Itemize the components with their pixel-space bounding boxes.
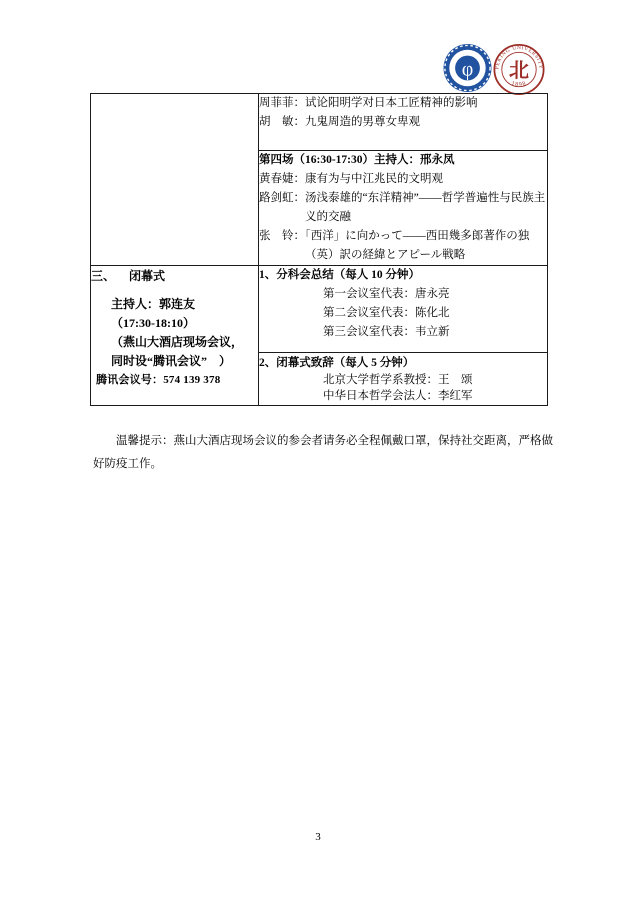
speech-speaker: 北京大学哲学系教授：王 颂 <box>323 373 473 386</box>
covid-reminder-note: 温馨提示：燕山大酒店现场会议的参会者请务必全程佩戴口罩，保持社交距离，严格做好防疫工作。 <box>93 435 553 470</box>
left-empty-cell <box>91 94 259 266</box>
philosophy-society-logo-icon <box>443 41 492 94</box>
talk-entry: 路剑虹：汤浅泰雄的“东洋精神”——哲学普遍性与民族主义的交融 <box>259 192 546 223</box>
seal-emblem: 北 <box>509 60 529 82</box>
closing-venue-line2: 同时设“腾讯会议” ） <box>111 354 232 368</box>
summary-rep: 第三会议室代表：韦立新 <box>323 326 450 338</box>
summary-rep: 第一会议室代表：唐永亮 <box>323 288 450 300</box>
speech-speaker: 中华日本哲学会法人：李红军 <box>323 390 473 402</box>
closing-section-title <box>91 267 258 286</box>
peking-university-seal-icon <box>493 41 545 98</box>
seal-year-text: 1898 <box>510 80 528 89</box>
page-number: 3 <box>315 831 321 843</box>
session4-header: 第四场（16:30-17:30）主持人：邢永凤 <box>259 154 455 166</box>
speech-header: 2、闭幕式致辞（每人 5 分钟） <box>259 357 415 369</box>
section-title-text: 闭幕式 <box>129 269 166 283</box>
closing-speech-cell <box>259 353 548 406</box>
header-logos <box>443 41 545 98</box>
talk-entry: 黄春婕：康有为与中江兆民的文明观 <box>259 173 443 185</box>
closing-summary-cell <box>259 266 548 353</box>
talk-entry: 胡 敏：九鬼周造的男尊女卑观 <box>259 116 420 128</box>
closing-host-line: 主持人：郭连友 <box>111 297 196 311</box>
closing-time-line: （17:30-18:10） <box>111 316 195 330</box>
phi-symbol: φ <box>461 58 474 81</box>
section-number: 三、 <box>91 269 116 283</box>
seal-arc-text: PEKING UNIVERSITY <box>494 44 544 70</box>
summary-rep: 第二会议室代表：陈化北 <box>323 307 450 319</box>
conference-program-table <box>90 93 548 406</box>
talk-entry: 周菲菲：试论阳明学对日本工匠精神的影响 <box>259 97 478 109</box>
summary-header: 1、分科会总结（每人 10 分钟） <box>259 269 420 281</box>
closing-venue-line: （燕山大酒店现场会议， <box>111 335 244 349</box>
session4-cell <box>259 151 548 266</box>
tencent-meeting-id: 腾讯会议号：574 139 378 <box>96 374 221 386</box>
closing-ceremony-info-cell <box>91 266 259 406</box>
talk-entry: 张 铃：「西洋」に向かって——西田幾多郎著作の独（英）訳の経緯とアピール戦略 <box>259 230 530 261</box>
session3-tail-cell <box>259 94 548 151</box>
